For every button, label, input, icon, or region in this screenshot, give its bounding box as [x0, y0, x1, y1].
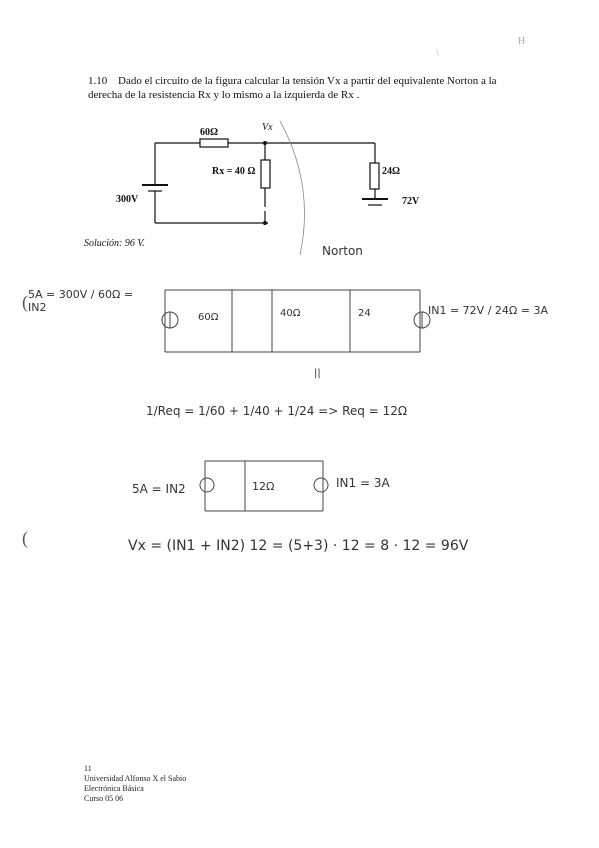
left-current-note: 5A = 300V / 60Ω = IN2: [28, 288, 134, 314]
sketch-r40: 40Ω: [280, 308, 301, 319]
problem-text-line2: derecha de la resistencia Rx y lo mismo a la izquierda de Rx .: [88, 89, 360, 101]
problem-text-line1: Dado el circuito de la figura calcular la tensión Vx a partir del equivalente Norton a la: [118, 75, 497, 87]
problem-number: 1.10: [88, 75, 108, 87]
footer-line2: Electrónica Básica: [84, 784, 144, 793]
r2-label: 24Ω: [382, 166, 401, 177]
resistor-24-symbol: [370, 163, 379, 189]
r1-label: 60Ω: [200, 127, 219, 138]
parallel-marks: ||: [314, 368, 321, 379]
page-number: 11: [84, 764, 92, 773]
final-equation: Vx = (IN1 + IN2) 12 = (5+3) · 12 = 8 · 12 = 96V: [128, 538, 469, 554]
norton-circuit-sketch: [150, 282, 440, 362]
req-equation: 1/Req = 1/60 + 1/40 + 1/24 => Req = 12Ω: [146, 404, 408, 418]
footer-line1: Universidad Alfonso X el Sabio: [84, 774, 187, 783]
margin-mark-2: (: [22, 528, 28, 548]
corner-mark-right: H: [518, 36, 526, 47]
source2-label: 72V: [402, 196, 420, 207]
solution-text: Solución: 96 V.: [84, 238, 145, 249]
footer-line3: Curso 05 06: [84, 794, 124, 803]
simplified-r-note: 12Ω: [252, 480, 275, 493]
rx-label: Rx = 40 Ω: [212, 166, 256, 177]
sketch-r60: 60Ω: [198, 312, 219, 323]
resistor-rx-symbol: [261, 160, 270, 188]
margin-mark-1: (: [22, 292, 28, 312]
resistor-60-symbol: [200, 139, 228, 147]
simplified-left-note: 5A = IN2: [132, 482, 186, 496]
footer: [84, 764, 186, 804]
sketch-r24: 24: [358, 308, 371, 319]
norton-note: Norton: [322, 244, 363, 258]
source1-label: 300V: [116, 194, 139, 205]
simplified-right-note: IN1 = 3A: [336, 476, 390, 490]
corner-mark-center: \: [436, 48, 439, 59]
vx-label: Vx: [262, 122, 273, 133]
right-current-note: IN1 = 72V / 24Ω = 3A: [428, 304, 549, 317]
circuit-diagram: [110, 115, 450, 265]
problem-statement: [88, 74, 528, 102]
